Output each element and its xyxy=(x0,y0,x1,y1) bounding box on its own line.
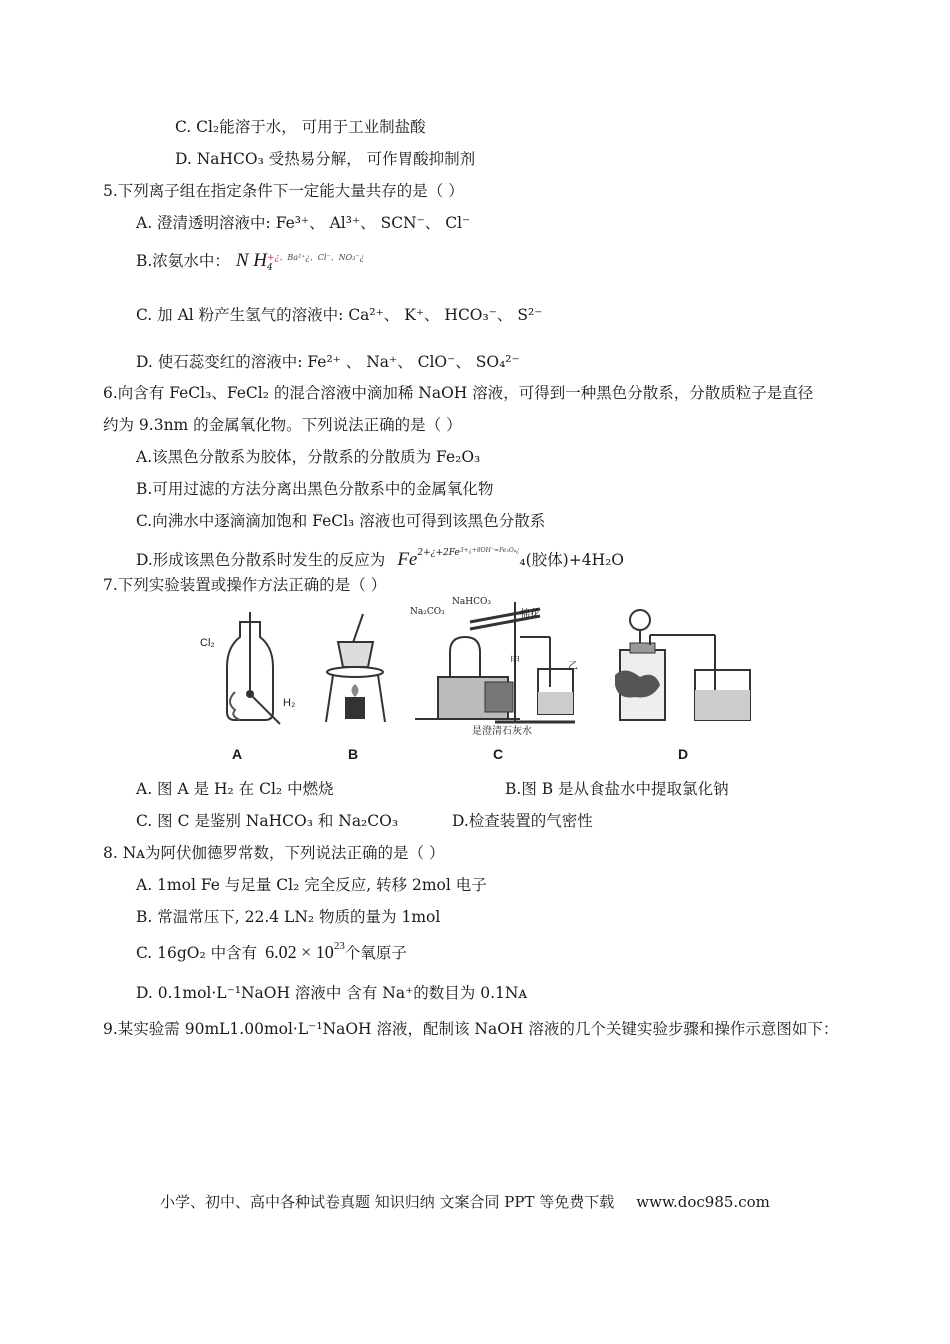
q6-option-d-tiny: 3+¿+8OH⁻=Fe₃O₄¿ xyxy=(459,547,520,554)
footer-text: 小学、初中、高中各种试卷真题 知识归纳 文案合同 PPT 等免费下载 xyxy=(160,1193,615,1211)
figure-a-drawing xyxy=(195,612,305,732)
figure-b-evaporation xyxy=(318,612,393,732)
q4-option-c: C. Cl₂能溶于水， 可用于工业制盐酸 xyxy=(175,118,426,136)
q8-option-c-formula: 6.02 × 10 xyxy=(265,942,334,962)
q6-option-a: A.该黑色分散系为胶体，分散系的分散质为 Fe₂O₃ xyxy=(136,448,481,466)
figure-d-drawing xyxy=(610,605,755,730)
q7-stem: 7.下列实验装置或操作方法正确的是（ ） xyxy=(103,576,387,594)
figure-c-heating-apparatus xyxy=(410,597,580,737)
q5-option-d: D. 使石蕊变红的溶液中: Fe²⁺ 、 Na⁺、 ClO⁻、 SO₄²⁻ xyxy=(136,353,520,371)
q5-option-b-rest: 、Ba²⁺¿、Cl⁻、NO₃⁻¿ xyxy=(279,253,364,262)
q7-option-a: A. 图 A 是 H₂ 在 Cl₂ 中燃烧 xyxy=(136,780,334,798)
figure-label-b: B xyxy=(348,746,359,762)
q8-stem: 8. Nᴀ为阿伏伽德罗常数，下列说法正确的是（ ） xyxy=(103,844,445,862)
figure-a-gas-bottle xyxy=(195,612,305,732)
q8-option-a: A. 1mol Fe 与足量 Cl₂ 完全反应, 转移 2mol 电子 xyxy=(136,876,487,894)
q6-option-d-suffix: ₄(胶体)+4H₂O xyxy=(519,551,625,569)
q8-option-c xyxy=(136,936,407,963)
q6-stem-line2: 约为 9.3nm 的金属氧化物。下列说法正确的是（ ） xyxy=(103,416,462,434)
figure-c-na2co3-label: Na₂CO₃ xyxy=(410,607,445,617)
q5-option-b xyxy=(136,248,364,273)
figure-a-cl2-label: Cl₂ xyxy=(200,637,215,649)
q5-option-b-sup: +¿ xyxy=(266,253,280,263)
figure-c-jia-label: 甲 xyxy=(510,656,520,667)
q8-option-b: B. 常温常压下, 22.4 LN₂ 物质的量为 1mol xyxy=(136,908,441,926)
q7-option-c: C. 图 C 是鉴别 NaHCO₃ 和 Na₂CO₃ xyxy=(136,812,399,830)
figure-label-a: A xyxy=(232,746,243,762)
figure-a-h2-label: H₂ xyxy=(283,697,296,709)
q6-option-d-sup: 2+¿+2Fe xyxy=(417,548,460,558)
q5-option-b-formula: N H xyxy=(235,250,267,271)
q6-option-b: B.可用过滤的方法分离出黑色分散系中的金属氧化物 xyxy=(136,480,494,498)
q6-option-d-prefix: D.形成该黑色分散系时发生的反应为 xyxy=(136,551,386,569)
q5-option-b-sub: 4 xyxy=(266,263,273,273)
figure-c-drawing xyxy=(410,597,580,737)
q8-option-c-exponent: 23 xyxy=(333,940,345,952)
q5-stem: 5.下列离子组在指定条件下一定能大量共存的是（ ） xyxy=(103,182,464,200)
q5-option-c: C. 加 Al 粉产生氢气的溶液中: Ca²⁺、 K⁺、 HCO₃⁻、 S²⁻ xyxy=(136,306,543,324)
q8-option-c-prefix: C. 16gO₂ 中含有 xyxy=(136,944,258,962)
q7-option-b: B.图 B 是从食盐水中提取氯化钠 xyxy=(505,780,729,798)
figure-c-cotton-label: 棉花 xyxy=(520,609,540,620)
q8-option-d: D. 0.1mol·L⁻¹NaOH 溶液中 含有 Na⁺的数目为 0.1Nᴀ xyxy=(136,984,528,1002)
q9-stem: 9.某实验需 90mL1.00mol·L⁻¹NaOH 溶液，配制该 NaOH 溶液的几个关键实验步骤和操作示意图如下： xyxy=(103,1020,839,1038)
q8-option-c-suffix: 个氧原子 xyxy=(344,944,407,962)
figure-c-yi-label: 乙 xyxy=(568,661,578,672)
figure-label-c: C xyxy=(493,746,504,762)
page-footer xyxy=(160,1192,770,1212)
q5-option-b-prefix: B.浓氨水中： xyxy=(136,252,230,270)
figure-label-d: D xyxy=(678,746,689,762)
figure-c-nahco3-label: NaHCO₃ xyxy=(452,597,491,607)
q6-option-c: C.向沸水中逐滴滴加饱和 FeCl₃ 溶液也可得到该黑色分散系 xyxy=(136,512,546,530)
q6-stem-line1: 6.向含有 FeCl₃、FeCl₂ 的混合溶液中滴加稀 NaOH 溶液，可得到一种黑色分散系，分散质粒子是直径 xyxy=(103,384,814,402)
figure-d-airtightness xyxy=(610,605,755,730)
figure-c-lime-label: 是澄清石灰水 xyxy=(472,726,532,737)
figure-b-drawing xyxy=(318,612,393,732)
q7-option-d: D.检查装置的气密性 xyxy=(452,812,593,830)
q5-option-a: A. 澄清透明溶液中: Fe³⁺、 Al³⁺、 SCN⁻、 Cl⁻ xyxy=(136,214,471,232)
q4-option-d: D. NaHCO₃ 受热易分解， 可作胃酸抑制剂 xyxy=(175,150,476,168)
q6-option-d xyxy=(136,541,624,570)
footer-site-link[interactable]: www.doc985.com xyxy=(636,1193,770,1211)
q6-option-d-formula: Fe xyxy=(397,549,418,570)
